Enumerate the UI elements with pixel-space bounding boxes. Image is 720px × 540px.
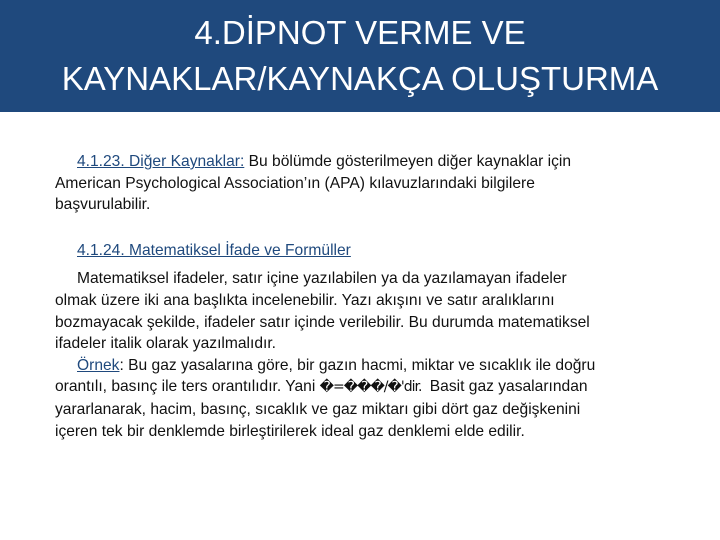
section2-heading-line xyxy=(55,240,695,262)
section2-heading: 4.1.24. Matematiksel İfade ve Formüller xyxy=(77,241,351,259)
example-line3: yararlanarak, hacim, basınç, sıcaklık ve gaz miktarı gibi dört gaz değişkenini xyxy=(55,400,581,418)
example-line4: içeren tek bir denklemde birleştirilerek ideal gaz denklemi elde edilir. xyxy=(55,422,525,440)
section2-line4: ifadeler italik olarak yazılmalıdır. xyxy=(55,335,276,353)
example-line2-start: orantılı, basınç ile ters orantılıdır. Yani xyxy=(55,378,320,396)
section2-line1: Matematiksel ifadeler, satır içine yazılabilen ya da yazılamayan ifadeler xyxy=(77,270,567,288)
example-line2-end: Basit gaz yasalarından xyxy=(425,378,588,396)
example-line2 xyxy=(55,376,695,399)
section1-line1-text: Bu bölümde gösterilmeyen diğer kaynaklar için xyxy=(244,153,572,170)
example-line1 xyxy=(55,355,695,377)
section2-line3: bozmayacak şekilde, ifadeler satır içinde verilebilir. Bu durumda matematiksel xyxy=(55,313,590,331)
section1-line1 xyxy=(55,151,695,173)
title-banner xyxy=(0,0,720,112)
spacer xyxy=(55,261,695,268)
spacer xyxy=(55,216,695,240)
example-label: Örnek xyxy=(77,356,120,374)
section2-line2: olmak üzere iki ana başlıkta incelenebilir. Yazı akışını ve satır aralıklarını xyxy=(55,291,555,309)
body-text xyxy=(55,151,695,442)
example-line1-text: : Bu gaz yasalarına göre, bir gazın hacmi, miktar ve sıcaklık ile doğru xyxy=(119,356,596,374)
section1-line2: American Psychological Association’ın (APA) kılavuzlarındaki bilgilere xyxy=(55,174,535,192)
section1-heading: 4.1.23. Diğer Kaynaklar: xyxy=(77,153,245,170)
title-line-2: KAYNAKLAR/KAYNAKÇA OLUŞTURMA xyxy=(61,60,659,97)
gas-formula: �=���/�'dir. xyxy=(319,379,422,396)
title-line-1: 4.DİPNOT VERME VE xyxy=(194,14,526,51)
section1-line3: başvurulabilir. xyxy=(55,196,151,214)
